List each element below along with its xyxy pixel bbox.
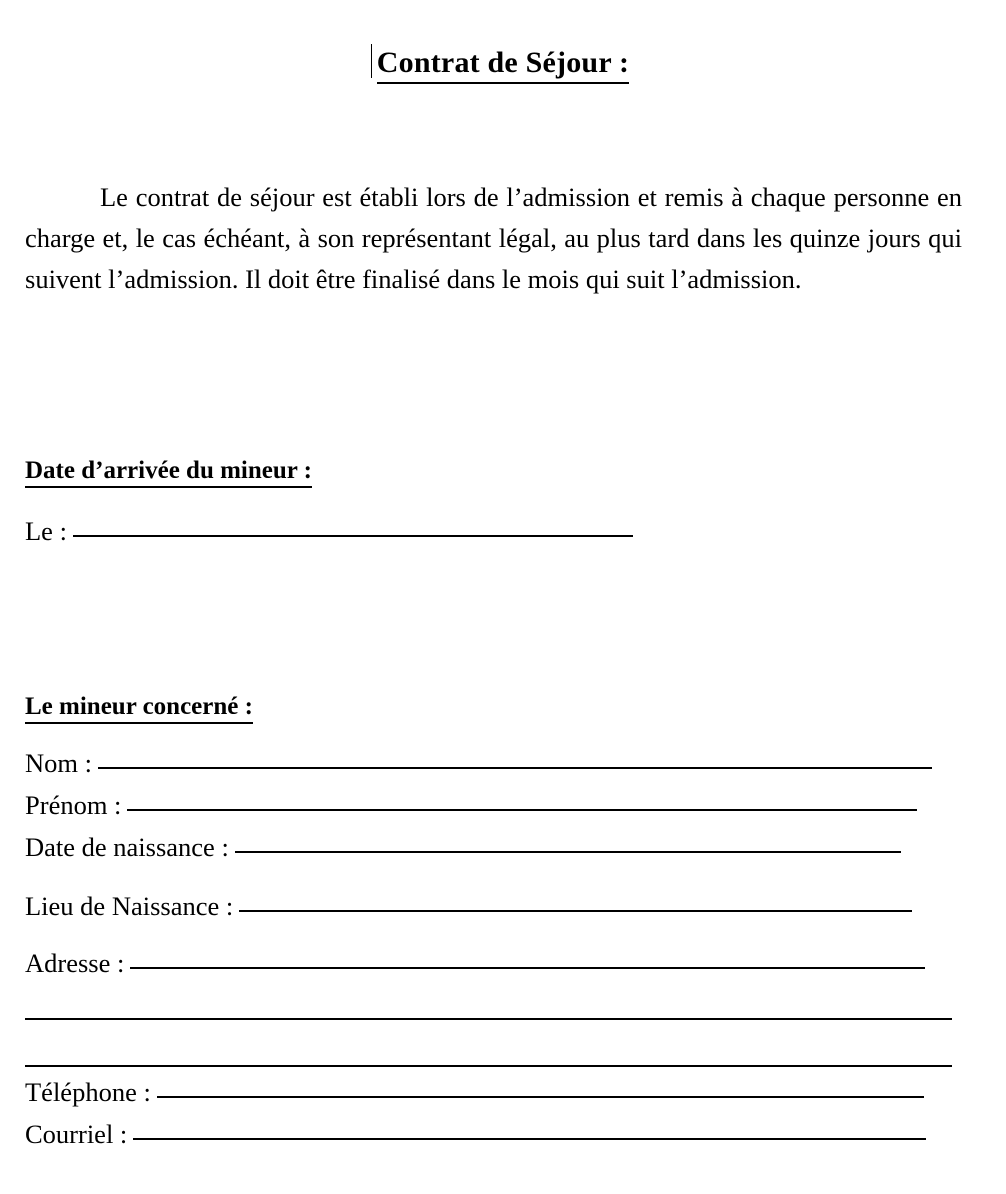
field-input-courriel[interactable] (133, 1138, 926, 1140)
field-input-adresse-line-2[interactable] (25, 1018, 952, 1020)
field-row-le (25, 518, 633, 546)
document-title-container (0, 26, 1006, 104)
field-input-telephone[interactable] (157, 1096, 924, 1098)
field-input-prenom[interactable] (127, 809, 917, 811)
document-title (377, 46, 629, 84)
field-row-prenom (25, 792, 917, 820)
section-heading-mineur-concerne (25, 692, 253, 724)
field-row-date-naissance (25, 834, 901, 862)
field-row-courriel (25, 1121, 926, 1149)
field-row-lieu-naissance (25, 893, 912, 921)
intro-paragraph: Le contrat de séjour est établi lors de l’admission et remis à chaque personne en charge et, le cas échéant, à son représentant légal, au plus tard dans les quinze jours qui suivent l’admission. Il doit être finalisé dans le mois qui suit l’admission. (25, 181, 962, 294)
field-row-telephone (25, 1079, 924, 1107)
field-label-lieu-naissance: Lieu de Naissance : (25, 891, 234, 921)
field-row-nom (25, 750, 932, 778)
field-input-le[interactable] (73, 535, 633, 537)
field-input-lieu-naissance[interactable] (239, 910, 912, 912)
document-title-text: Contrat de Séjour : (376, 46, 630, 80)
field-label-le: Le : (25, 516, 67, 546)
field-label-nom: Nom : (25, 748, 92, 778)
section-heading-mineur-concerne-text: Le mineur concerné : (25, 692, 253, 724)
field-label-date-naissance: Date de naissance : (25, 832, 229, 862)
field-input-adresse-line-3[interactable] (25, 1065, 952, 1067)
field-label-telephone: Téléphone : (25, 1077, 151, 1107)
section-heading-date-arrivee-text: Date d’arrivée du mineur : (25, 456, 312, 488)
field-input-date-naissance[interactable] (235, 851, 901, 853)
field-input-nom[interactable] (98, 767, 932, 769)
section-heading-date-arrivee (25, 456, 312, 488)
field-label-prenom: Prénom : (25, 790, 122, 820)
field-input-adresse[interactable] (130, 967, 925, 969)
text-cursor-caret (371, 44, 373, 78)
field-label-adresse: Adresse : (25, 948, 125, 978)
field-label-courriel: Courriel : (25, 1119, 128, 1149)
field-row-adresse (25, 950, 925, 978)
